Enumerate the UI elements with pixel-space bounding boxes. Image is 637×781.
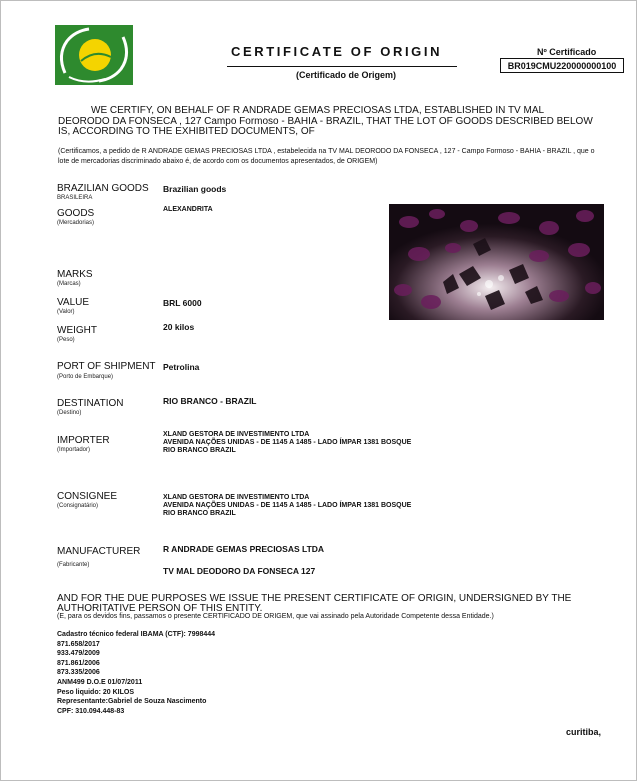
weight-label: WEIGHT <box>57 325 97 336</box>
destination-value: RIO BRANCO - BRAZIL <box>163 396 257 406</box>
certificate-title: CERTIFICATE OF ORIGIN <box>231 44 443 59</box>
port-label: PORT OF SHIPMENT <box>57 361 156 372</box>
registry-line: 871.861/2006 <box>57 659 100 667</box>
intro-statement <box>58 106 598 138</box>
importer-line: AVENIDA NAÇÕES UNIDAS - DE 1145 A 1485 - LADO ÍMPAR 1381 BOSQUE <box>163 439 412 447</box>
registry-info <box>57 630 215 716</box>
title-underline <box>227 66 457 67</box>
certificate-number-label: Nº Certificado <box>537 47 597 57</box>
intro-text: WE CERTIFY, ON BEHALF OF R ANDRADE GEMAS PRECIOSAS LTDA, ESTABLISHED IN TV MAL DEORODO DA FONSECA , 127 Campo Formoso - BAHIA - BRAZIL, THAT THE LOT OF GOODS DESCRIBED BELOW IS, ACCORDING TO THE EXHIBITED DOCUMENTS, OF <box>58 105 593 137</box>
value-label: VALUE <box>57 297 90 308</box>
registry-line: Peso liquido: 20 KILOS <box>57 688 135 696</box>
weight-value: 20 kilos <box>163 322 195 332</box>
brazilian-goods-sublabel: BRASILEIRA <box>57 195 93 201</box>
registry-line: 933.479/2009 <box>57 650 100 658</box>
closing-statement-portuguese: (E, para os devidos fins, passamos o presente CERTIFICADO DE ORIGEM, que vai assinado pela Autoridade Competente dessa Entidade.) <box>57 613 494 620</box>
registry-line: 873.335/2006 <box>57 669 100 677</box>
importer-sublabel: (Importador) <box>57 447 91 453</box>
importer-line: XLAND GESTORA DE INVESTIMENTO LTDA <box>163 431 310 438</box>
importer-label: IMPORTER <box>57 435 110 446</box>
consignee-label: CONSIGNEE <box>57 491 118 502</box>
consignee-line: RIO BRANCO BRAZIL <box>163 510 236 518</box>
consignee-details <box>163 494 411 519</box>
weight-sublabel: (Peso) <box>57 337 75 343</box>
registry-line: ANM499 D.O.E 01/07/2011 <box>57 678 143 686</box>
consignee-line: AVENIDA NAÇÕES UNIDAS - DE 1145 A 1485 - LADO ÍMPAR 1381 BOSQUE <box>163 502 412 510</box>
manufacturer-sublabel: (Fabricante) <box>57 562 90 568</box>
manufacturer-label: MANUFACTURER <box>57 546 141 557</box>
port-value: Petrolina <box>163 362 200 372</box>
intro-statement-portuguese: (Certificamos, a pedido de R ANDRADE GEMAS PRECIOSAS LTDA , estabelecida na TV MAL DEORODO DA FONSECA , 127 - Campo Formoso - BAHIA - BRAZIL , que o lote de mercadorias discriminado abaixo é, de acordo com os documentos apresentados, de ORIGEM) <box>58 148 595 165</box>
destination-label: DESTINATION <box>57 398 124 409</box>
closing-statement: AND FOR THE DUE PURPOSES WE ISSUE THE PRESENT CERTIFICATE OF ORIGIN, UNDERSIGNED BY THE AUTHORITATIVE PERSON OF THIS ENTITY. <box>57 593 572 614</box>
consignee-line: XLAND GESTORA DE INVESTIMENTO LTDA <box>163 494 310 501</box>
brazilian-goods-value: Brazilian goods <box>163 184 227 194</box>
importer-details <box>163 431 411 456</box>
goods-sublabel: (Mercadorias) <box>57 220 95 226</box>
value-amount: BRL 6000 <box>163 298 202 308</box>
manufacturer-address: TV MAL DEODORO DA FONSECA 127 <box>163 566 316 576</box>
marks-sublabel: (Marcas) <box>57 281 81 287</box>
registry-line: Cadastro técnico federal IBAMA (CTF): 7998444 <box>57 631 216 638</box>
consignee-sublabel: (Consignatário) <box>57 503 99 509</box>
port-sublabel: (Porto de Embarque) <box>57 374 114 380</box>
importer-line: RIO BRANCO BRAZIL <box>163 447 236 455</box>
issue-city: curitiba, <box>566 727 602 737</box>
certificate-subtitle: (Certificado de Origem) <box>296 70 397 80</box>
brazilian-goods-label: BRAZILIAN GOODS <box>57 183 149 194</box>
registry-line: CPF: 310.094.448-83 <box>57 707 125 715</box>
destination-sublabel: (Destino) <box>57 410 82 416</box>
registry-line: Representante:Gabriel de Souza Nascimento <box>57 698 207 706</box>
certificate-number: BR019CMU220000000100 <box>500 58 624 73</box>
goods-value: ALEXANDRITA <box>163 206 213 213</box>
value-sublabel: (Valor) <box>57 309 75 315</box>
gemstones-photo <box>389 204 604 320</box>
marks-label: MARKS <box>57 269 93 280</box>
goods-label: GOODS <box>57 208 95 219</box>
manufacturer-name: R ANDRADE GEMAS PRECIOSAS LTDA <box>163 544 325 554</box>
institution-logo <box>55 25 133 85</box>
registry-line: 871.658/2017 <box>57 640 100 648</box>
